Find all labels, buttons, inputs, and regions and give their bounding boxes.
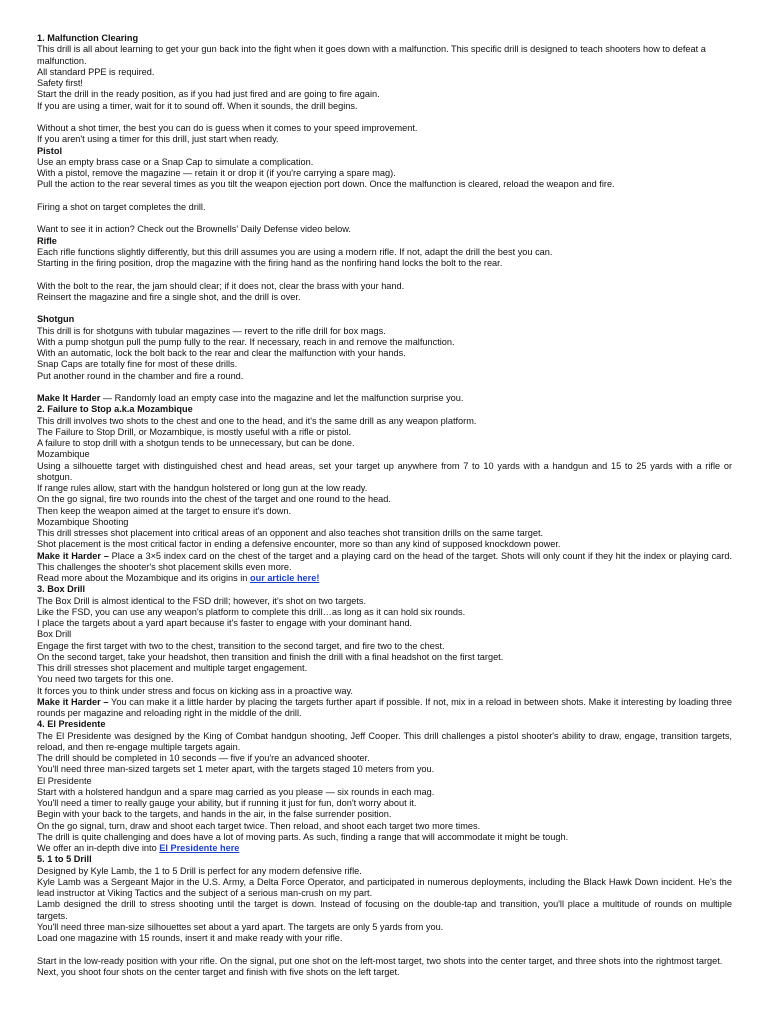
paragraph: This drill involves two shots to the chest and one to the head, and it's the same drill as any weapon platform. xyxy=(37,415,477,426)
mozambique-article-link[interactable]: our article here! xyxy=(249,573,320,583)
paragraph: You'll need three man-size silhouettes set about a yard apart. The targets are only 5 yards from you. xyxy=(37,921,444,932)
subheading-el-presidente: El Presidente xyxy=(37,775,92,786)
paragraph: Pull the action to the rear several times as you tilt the weapon ejection port down. Once the malfunction is cleared, reload the weapon and fire. xyxy=(37,179,615,190)
paragraph: Load one magazine with 15 rounds, insert it and make ready with your rifle. xyxy=(37,933,343,943)
paragraph: The Box Drill is almost identical to the FSD drill; however, it's shot on two targets. xyxy=(37,595,367,606)
paragraph: I place the targets about a yard apart because it's faster to engage with your dominant hand. xyxy=(37,618,413,628)
paragraph: Each rifle functions slightly differently, but this drill assumes you are using a modern rifle. If not, adapt the drill the best you can. xyxy=(37,246,553,257)
subheading-pistol: Pistol xyxy=(37,145,63,156)
paragraph: This drill is for shotguns with tubular magazines — revert to the rifle drill for box mags. xyxy=(37,325,386,336)
paragraph: Kyle Lamb was a Sergeant Major in the U.S. Army, a Delta Force Operator, and participated in numerous deployments, including the Black Hawk Down incident. He's the lead instructor at Viking Tactics and the subject of a serious man-crush on my part. xyxy=(37,876,732,898)
paragraph: Without a shot timer, the best you can do is guess when it comes to your speed improvement. xyxy=(37,123,418,133)
paragraph: Firing a shot on target completes the drill. xyxy=(37,201,206,212)
paragraph: Using a silhouette target with distinguished chest and head areas, set your target up anywhere from 7 to 10 yards with a handgun and 15 to 25 yards with a rifle or shotgun. xyxy=(37,460,732,482)
paragraph: Start the drill in the ready position, as if you had just fired and are going to fire again. xyxy=(37,89,380,100)
subheading-shotgun: Shotgun xyxy=(37,314,75,325)
read-more-text: Read more about the Mozambique and its origins in xyxy=(37,573,250,583)
make-it-harder-text: Place a 3×5 index card on the chest of the target and a playing card on the head of the target. Shots will only count if they hit the index or playing card. This challenges the shooter's shot placement skills even more. xyxy=(37,550,732,572)
paragraph: Next, you shoot four shots on the center target and finish with five shots on the left target. xyxy=(37,966,400,977)
paragraph: It forces you to think under stress and focus on kicking ass in a proactive way. xyxy=(37,685,353,696)
paragraph: You'll need three man-sized targets set 1 meter apart, with the targets staged 10 meters from you. xyxy=(37,764,435,775)
paragraph: If range rules allow, start with the handgun holstered or long gun at the low ready. xyxy=(37,483,368,493)
paragraph: With an automatic, lock the bolt back to the rear and clear the malfunction with your hands. xyxy=(37,348,406,358)
spacer xyxy=(37,944,732,955)
make-it-harder-label: Make it Harder – xyxy=(37,696,109,707)
paragraph: Then keep the weapon aimed at the target to ensure it's down. xyxy=(37,505,292,516)
spacer xyxy=(37,213,732,224)
paragraph: Start with a holstered handgun and a spare mag carried as you please — six rounds in each mag. xyxy=(37,786,435,797)
paragraph: Use an empty brass case or a Snap Cap to simulate a complication. xyxy=(37,156,314,167)
subheading-mozambique: Mozambique xyxy=(37,449,90,460)
subheading-box-drill: Box Drill xyxy=(37,629,72,640)
paragraph: On the second target, take your headshot, then transition and finish the drill with a final headshot on the first target. xyxy=(37,651,504,662)
spacer xyxy=(37,191,732,202)
paragraph: This drill is all about learning to get your gun back into the fight when it goes down with a malfunction. This specific drill is designed to teach shooters how to defeat a malfunction. xyxy=(37,44,706,66)
spacer xyxy=(37,269,732,280)
spacer xyxy=(37,112,732,123)
paragraph: Put another round in the chamber and fire a round. xyxy=(37,370,244,381)
paragraph: Reinsert the magazine and fire a single shot, and the drill is over. xyxy=(37,291,301,302)
spacer xyxy=(37,382,732,393)
paragraph: Snap Caps are totally fine for most of these drills. xyxy=(37,359,238,370)
spacer xyxy=(37,303,732,314)
paragraph: On the go signal, turn, draw and shoot each target twice. Then reload, and shoot each target two more times. xyxy=(37,820,481,831)
paragraph: Shot placement is the most critical factor in ending a defensive encounter, more so than any kind of supposed knockdown power. xyxy=(37,539,561,550)
make-it-harder-paragraph xyxy=(37,393,732,404)
make-it-harder-paragraph xyxy=(37,697,732,720)
paragraph: Engage the first target with two to the chest, transition to the second target, and fire two to the chest. xyxy=(37,640,445,651)
paragraph: This drill stresses shot placement into critical areas of an opponent and also teaches shot transition drills on the same target. xyxy=(37,528,544,538)
paragraph: Safety first! xyxy=(37,78,83,88)
paragraph: Lamb designed the drill to stress shooting until the target is down. Instead of focusing on the double-tap and transition, you'll place a multitude of rounds on multiple targets. xyxy=(37,899,732,921)
offer-text: We offer an in-depth dive into xyxy=(37,843,160,853)
section-heading-malfunction-clearing: 1. Malfunction Clearing xyxy=(37,33,139,43)
section-heading-box-drill: 3. Box Drill xyxy=(37,584,85,595)
subheading-mozambique-shooting: Mozambique Shooting xyxy=(37,516,129,527)
paragraph: With a pistol, remove the magazine — retain it or drop it (if you're carrying a spare mag). xyxy=(37,168,396,178)
paragraph: If you aren't using a timer for this drill, just start when ready. xyxy=(37,134,279,145)
make-it-harder-text: You can make it a little harder by placing the targets further apart if possible. If not, mix in a reload in between shots. Make it interesting by loading three rounds per magazine and reloading right in the middle of the drill. xyxy=(37,696,732,718)
paragraph: The drill should be completed in 10 seconds — five if you're an advanced shooter. xyxy=(37,753,370,763)
make-it-harder-label: Make it Harder – xyxy=(37,550,109,561)
document-body xyxy=(37,33,732,978)
paragraph: The El Presidente was designed by the King of Combat handgun shooting, Jeff Cooper. This drill challenges a pistol shooter's ability to draw, engage, transition targets, reload, and then re-engage multiple targets again. xyxy=(37,730,732,752)
offer-paragraph xyxy=(37,843,732,854)
section-heading-1-to-5-drill: 5. 1 to 5 Drill xyxy=(37,854,92,865)
paragraph: With a pump shotgun pull the pump fully to the rear. If necessary, reach in and remove the malfunction. xyxy=(37,336,455,347)
paragraph: Want to see it in action? Check out the Brownells' Daily Defense video below. xyxy=(37,224,351,235)
paragraph: The Failure to Stop Drill, or Mozambique, is mostly useful with a rifle or pistol. xyxy=(37,426,352,437)
make-it-harder-text: — Randomly load an empty case into the magazine and let the malfunction surprise you. xyxy=(100,393,464,403)
el-presidente-link[interactable]: El Presidente here xyxy=(159,843,240,853)
paragraph: Designed by Kyle Lamb, the 1 to 5 Drill is perfect for any modern defensive rifle. xyxy=(37,865,362,876)
subheading-rifle: Rifle xyxy=(37,235,57,246)
paragraph: This drill stresses shot placement and multiple target engagement. xyxy=(37,663,308,673)
paragraph: Begin with your back to the targets, and hands in the air, in the false surrender position. xyxy=(37,809,392,820)
section-heading-failure-to-stop: 2. Failure to Stop a.k.a Mozambique xyxy=(37,404,193,415)
paragraph: With the bolt to the rear, the jam should clear; if it does not, clear the brass with your hand. xyxy=(37,280,405,291)
paragraph: All standard PPE is required. xyxy=(37,66,155,77)
paragraph: Start in the low-ready position with your rifle. On the signal, put one shot on the left-most target, two shots into the center target, and three shots into the rightmost target. xyxy=(37,955,723,966)
paragraph: On the go signal, fire two rounds into the chest of the target and one round to the head. xyxy=(37,494,391,505)
paragraph: A failure to stop drill with a shotgun tends to be unnecessary, but can be done. xyxy=(37,438,355,448)
paragraph: You need two targets for this one. xyxy=(37,674,174,685)
make-it-harder-paragraph xyxy=(37,551,732,574)
paragraph: Starting in the firing position, drop the magazine with the firing hand as the nonfiring hand locks the bolt to the rear. xyxy=(37,258,503,268)
paragraph: The drill is quite challenging and does have a lot of moving parts. As such, finding a range that will accommodate it might be tough. xyxy=(37,831,569,842)
paragraph: You'll need a timer to really gauge your ability, but if running it just for fun, don't worry about it. xyxy=(37,798,417,808)
paragraph: If you are using a timer, wait for it to sound off. When it sounds, the drill begins. xyxy=(37,100,358,111)
read-more-paragraph xyxy=(37,573,732,584)
make-it-harder-label: Make It Harder xyxy=(37,393,101,403)
paragraph: Like the FSD, you can use any weapon's platform to complete this drill…as long as it can hold six rounds. xyxy=(37,606,466,617)
section-heading-el-presidente: 4. El Presidente xyxy=(37,719,106,730)
